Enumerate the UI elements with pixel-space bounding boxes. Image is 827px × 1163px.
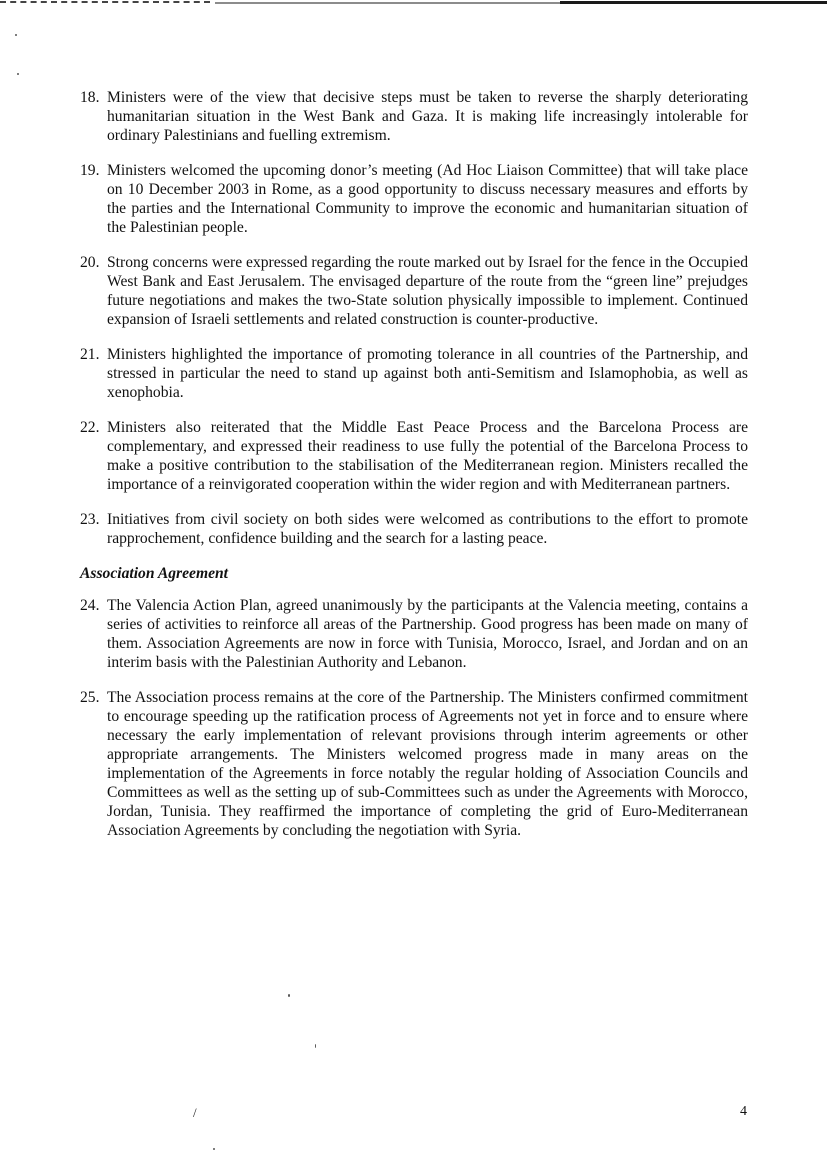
paragraph-number: 20.	[80, 254, 100, 271]
scan-speck	[315, 1044, 316, 1048]
paragraph-text: The Association process remains at the core of the Partnership. The Ministers confirmed commitment to encourage speeding up the ratification process of Agreements not yet in force and to ensure where necessary the early implementation of relevant provisions through interim agreements or other appropriate arrangements. The Ministers welcomed progress made in many areas on the implementation of the Agreements in force notably the regular holding of Association Councils and Committees as well as the setting up of sub-Committees such as under the Agreements with Morocco, Jordan, Tunisia. They reaffirmed the importance of completing the grid of Euro-Mediterranean Association Agreements by concluding the negotiation with Syria.	[107, 689, 748, 839]
paragraph-number: 25.	[80, 689, 100, 706]
numbered-paragraph-21	[80, 345, 748, 402]
section-heading: Association Agreement	[80, 565, 229, 582]
numbered-paragraph-25	[80, 688, 748, 840]
scan-pen-mark: /	[193, 1105, 197, 1120]
paragraph-text: Initiatives from civil society on both sides were welcomed as contributions to the effort to promote rapprochement, confidence building and the search for a lasting peace.	[107, 511, 748, 547]
paragraph-text: Ministers highlighted the importance of promoting tolerance in all countries of the Partnership, and stressed in particular the need to stand up against both anti-Semitism and Islamophobia, as well as xenophobia.	[107, 346, 748, 401]
paragraph-number: 21.	[80, 346, 100, 363]
scan-top-rule	[0, 0, 827, 6]
paragraph-number: 24.	[80, 597, 100, 614]
paragraph-number: 22.	[80, 419, 100, 436]
paragraph-text: Ministers were of the view that decisive steps must be taken to reverse the sharply deteriorating humanitarian situation in the West Bank and Gaza. It is making life increasingly intolerable for ordinary Palestinians and fuelling extremism.	[107, 89, 748, 144]
numbered-paragraph-24	[80, 596, 748, 672]
numbered-paragraph-19	[80, 161, 748, 237]
scan-speck	[288, 994, 290, 997]
scan-speck	[17, 73, 19, 75]
paragraph-number: 18.	[80, 89, 100, 106]
paragraph-text: Ministers welcomed the upcoming donor’s meeting (Ad Hoc Liaison Committee) that will take place on 10 December 2003 in Rome, as a good opportunity to discuss necessary measures and efforts by the parties and the International Community to improve the economic and humanitarian situation of the Palestinian people.	[107, 162, 748, 236]
document-body	[80, 88, 748, 856]
numbered-paragraph-23	[80, 510, 748, 548]
numbered-paragraph-22	[80, 418, 748, 494]
paragraph-text: Strong concerns were expressed regarding the route marked out by Israel for the fence in the Occupied West Bank and East Jerusalem. The envisaged departure of the route from the “green line” prejudges future negotiations and makes the two-State solution physically impossible to implement. Continued expansion of Israeli settlements and related construction is counter-productive.	[107, 254, 748, 328]
numbered-paragraph-20	[80, 253, 748, 329]
paragraph-number: 19.	[80, 162, 100, 179]
page-number: 4	[740, 1104, 747, 1119]
scan-rule-dashed-segment	[0, 1, 210, 3]
scan-speck	[213, 1148, 215, 1150]
numbered-paragraph-18	[80, 88, 748, 145]
paragraph-number: 23.	[80, 511, 100, 528]
scan-speck	[15, 34, 17, 36]
paragraph-text: Ministers also reiterated that the Middle East Peace Process and the Barcelona Process are complementary, and expressed their readiness to use fully the potential of the Barcelona Process to make a positive contribution to the stabilisation of the Mediterranean region. Ministers recalled the importance of a reinvigorated cooperation within the wider region and with Mediterranean partners.	[107, 419, 748, 493]
paragraph-text: The Valencia Action Plan, agreed unanimously by the participants at the Valencia meeting, contains a series of activities to reinforce all areas of the Partnership. Good progress has been made on many of them. Association Agreements are now in force with Tunisia, Morocco, Israel, and Jordan and on an interim basis with the Palestinian Authority and Lebanon.	[107, 597, 748, 671]
scan-rule-solid-segment	[560, 1, 827, 4]
